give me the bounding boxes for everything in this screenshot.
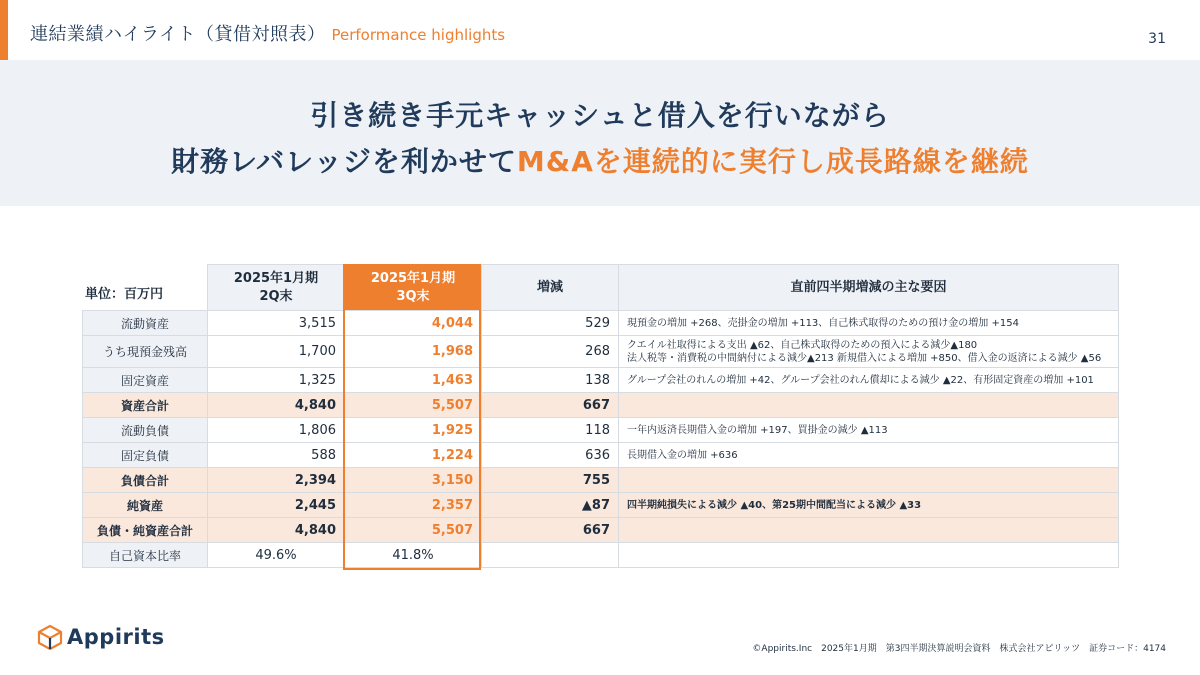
row-label: 流動資産	[83, 311, 208, 336]
headline-line-2	[0, 140, 1200, 180]
row-label: 資産合計	[83, 393, 208, 418]
cell-q2: 2,445	[208, 493, 345, 518]
row-label: うち現預金残高	[83, 336, 208, 368]
cell-q3: 5,507	[345, 393, 482, 418]
cell-q3: 1,968	[345, 336, 482, 368]
cell-change: 529	[482, 311, 619, 336]
table-row	[83, 418, 1119, 443]
table-row	[83, 443, 1119, 468]
cell-reason: 四半期純損失による減少 ▲40、第25期中間配当による減少 ▲33	[619, 493, 1119, 518]
cell-q2: 4,840	[208, 518, 345, 543]
column-header-change: 増減	[482, 265, 619, 311]
column-header-q2-line2: 2Q末	[259, 288, 293, 304]
headline-line-1: 引き続き手元キャッシュと借入を行いながら	[310, 99, 890, 132]
cell-reason: グループ会社のれんの増加 +42、グループ会社のれん償却による減少 ▲22、有形固定資産の増加 +101	[619, 368, 1119, 393]
cell-reason: 長期借入金の増加 +636	[619, 443, 1119, 468]
cell-q2: 2,394	[208, 468, 345, 493]
page-number: 31	[1148, 31, 1166, 47]
cell-change: 667	[482, 518, 619, 543]
header-title-en: Performance highlights	[331, 26, 506, 44]
header-accent-bar	[0, 0, 8, 60]
row-label: 固定資産	[83, 368, 208, 393]
cell-change: 755	[482, 468, 619, 493]
cell-reason: 現預金の増加 +268、売掛金の増加 +113、自己株式取得のための預け金の増加 +154	[619, 311, 1119, 336]
cell-reason	[619, 468, 1119, 493]
cell-reason	[619, 393, 1119, 418]
row-label: 純資産	[83, 493, 208, 518]
cell-q3: 4,044	[345, 311, 482, 336]
row-label: 固定負債	[83, 443, 208, 468]
logo-text: Appirits	[67, 625, 165, 649]
cell-reason	[619, 336, 1119, 368]
table-row-total	[83, 468, 1119, 493]
table-row	[83, 311, 1119, 336]
table-row-total	[83, 493, 1119, 518]
cell-reason	[619, 543, 1119, 568]
cell-q2: 3,515	[208, 311, 345, 336]
page-header	[30, 20, 505, 48]
column-header-q3-line2: 3Q末	[396, 288, 430, 304]
balance-sheet-table	[82, 264, 1119, 568]
row-label: 負債・純資産合計	[83, 518, 208, 543]
cell-reason	[619, 518, 1119, 543]
row-label: 自己資本比率	[83, 543, 208, 568]
row-label: 流動負債	[83, 418, 208, 443]
cell-q3: 3,150	[345, 468, 482, 493]
header-title-jp: 連結業績ハイライト（貸借対照表）	[30, 24, 326, 45]
cell-q3: 1,463	[345, 368, 482, 393]
cell-q2: 4,840	[208, 393, 345, 418]
footer-text: ©Appirits.Inc 2025年1月期 第3四半期決算説明会資料 株式会社アピリッツ 証券コード：4174	[752, 644, 1166, 654]
cell-q3: 1,925	[345, 418, 482, 443]
column-header-q3	[345, 265, 482, 311]
headline-line-2-accent: M&Aを連続的に実行し成長路線を継続	[516, 145, 1029, 178]
cell-q3: 41.8%	[345, 543, 482, 568]
table-row-total	[83, 518, 1119, 543]
table-row-total	[83, 393, 1119, 418]
column-header-q3-line1: 2025年1月期	[370, 270, 456, 286]
table-row	[83, 368, 1119, 393]
unit-label: 単位：百万円	[83, 265, 208, 311]
table-row	[83, 336, 1119, 368]
cell-reason-line2: 法人税等・消費税の中間納付による減少▲213 新規借入による増加 +850、借入金の返済による減少 ▲56	[627, 352, 1102, 364]
cube-logo-icon	[37, 624, 63, 650]
cell-change: 636	[482, 443, 619, 468]
column-header-q2-line1: 2025年1月期	[233, 270, 319, 286]
cell-change: ▲87	[482, 493, 619, 518]
cell-q3: 1,224	[345, 443, 482, 468]
cell-q2: 1,700	[208, 336, 345, 368]
cell-change	[482, 543, 619, 568]
table-row	[83, 543, 1119, 568]
cell-change: 268	[482, 336, 619, 368]
cell-q2: 588	[208, 443, 345, 468]
cell-change: 667	[482, 393, 619, 418]
cell-q3: 2,357	[345, 493, 482, 518]
column-header-q2	[208, 265, 345, 311]
table-header-row	[83, 265, 1119, 311]
cell-q2: 1,806	[208, 418, 345, 443]
company-logo	[37, 624, 165, 650]
column-header-reason: 直前四半期増減の主な要因	[619, 265, 1119, 311]
cell-change: 138	[482, 368, 619, 393]
headline-line-2-prefix: 財務レバレッジを利かせて	[171, 145, 517, 178]
cell-reason: 一年内返済長期借入金の増加 +197、買掛金の減少 ▲113	[619, 418, 1119, 443]
row-label: 負債合計	[83, 468, 208, 493]
cell-q2: 49.6%	[208, 543, 345, 568]
cell-reason-line1: クエイル社取得による支出 ▲62、自己株式取得のための預入による減少▲180	[627, 339, 978, 351]
cell-q2: 1,325	[208, 368, 345, 393]
cell-change: 118	[482, 418, 619, 443]
cell-q3: 5,507	[345, 518, 482, 543]
